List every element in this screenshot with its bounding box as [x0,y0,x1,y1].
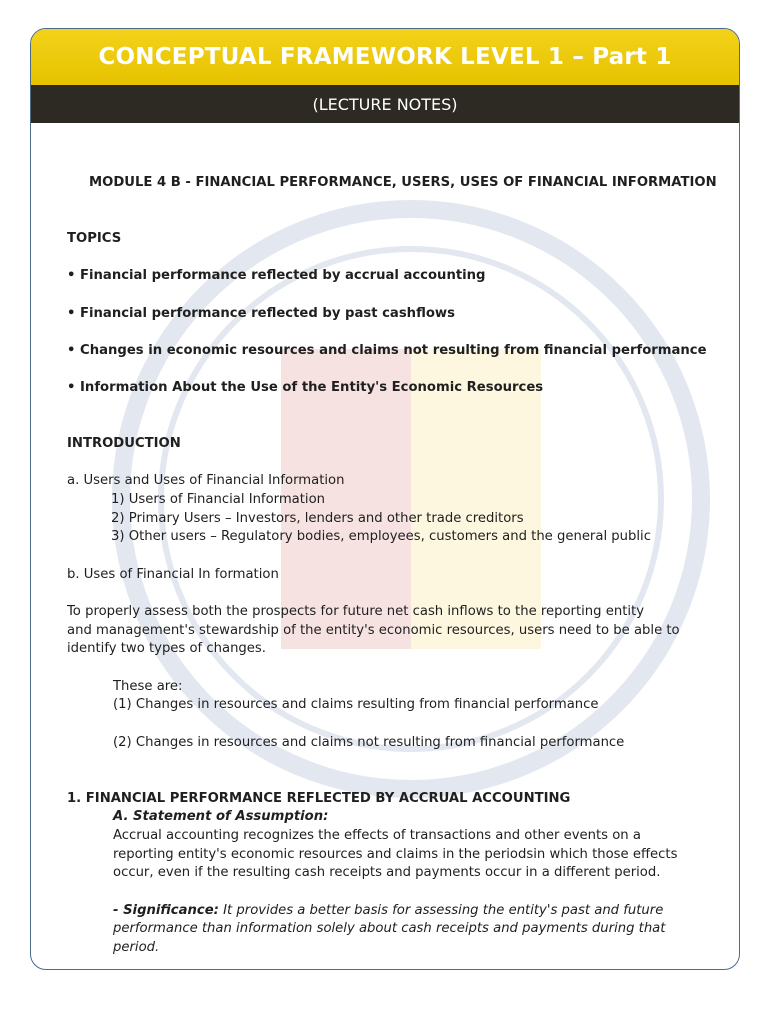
change-item: (2) Changes in resources and claims not resulting from financial performance [113,735,625,750]
document-subtitle: (LECTURE NOTES) [312,94,458,114]
document-page [30,28,740,970]
significance-line: period. [113,940,160,955]
topic-item: • Financial performance reflected by accrual accounting [67,268,486,283]
introduction-heading: INTRODUCTION [67,436,181,451]
topics-heading: TOPICS [67,231,122,246]
intro-a-item: 3) Other users – Regulatory bodies, employees, customers and the general public [111,529,651,544]
change-item: (1) Changes in resources and claims resulting from financial performance [113,697,599,712]
intro-a-item: 1) Users of Financial Information [111,492,326,507]
section-1-heading: 1. FINANCIAL PERFORMANCE REFLECTED BY ACCRUAL ACCOUNTING [67,791,571,806]
intro-paragraph-line: To properly assess both the prospects for future net cash inflows to the reporting entity [67,604,645,619]
intro-a-item: 2) Primary Users – Investors, lenders and other trade creditors [111,511,524,526]
intro-a-label: a. Users and Uses of Financial Information [67,473,345,488]
intro-paragraph-line: identify two types of changes. [67,641,266,656]
document-title: CONCEPTUAL FRAMEWORK LEVEL 1 – Part 1 [98,44,672,70]
module-heading: MODULE 4 B - FINANCIAL PERFORMANCE, USERS, USES OF FINANCIAL INFORMATION [89,175,717,190]
significance-line [113,901,663,920]
intro-paragraph-line: and management's stewardship of the entity's economic resources, users need to be able to [67,623,680,638]
significance-text: It provides a better basis for assessing the entity's past and future [223,903,664,918]
significance-line: performance than information solely about cash receipts and payments during that [113,921,666,936]
title-banner [31,29,739,85]
these-are-label: These are: [113,679,183,694]
significance-label: - Significance: [113,903,219,918]
topic-item: • Information About the Use of the Entity's Economic Resources [67,380,544,395]
section-1-body-line: Accrual accounting recognizes the effects of transactions and other events on a [113,828,641,843]
section-1-body-line: occur, even if the resulting cash receipts and payments occur in a different period. [113,865,661,880]
topic-item: • Changes in economic resources and claims not resulting from financial performance [67,343,707,358]
subtitle-banner [31,85,739,123]
section-1-body-line: reporting entity's economic resources and claims in the periodsin which those effects [113,847,678,862]
section-1-subheading: A. Statement of Assumption: [113,809,329,824]
intro-b-label: b. Uses of Financial In formation [67,567,279,582]
topic-item: • Financial performance reflected by past cashflows [67,306,455,321]
